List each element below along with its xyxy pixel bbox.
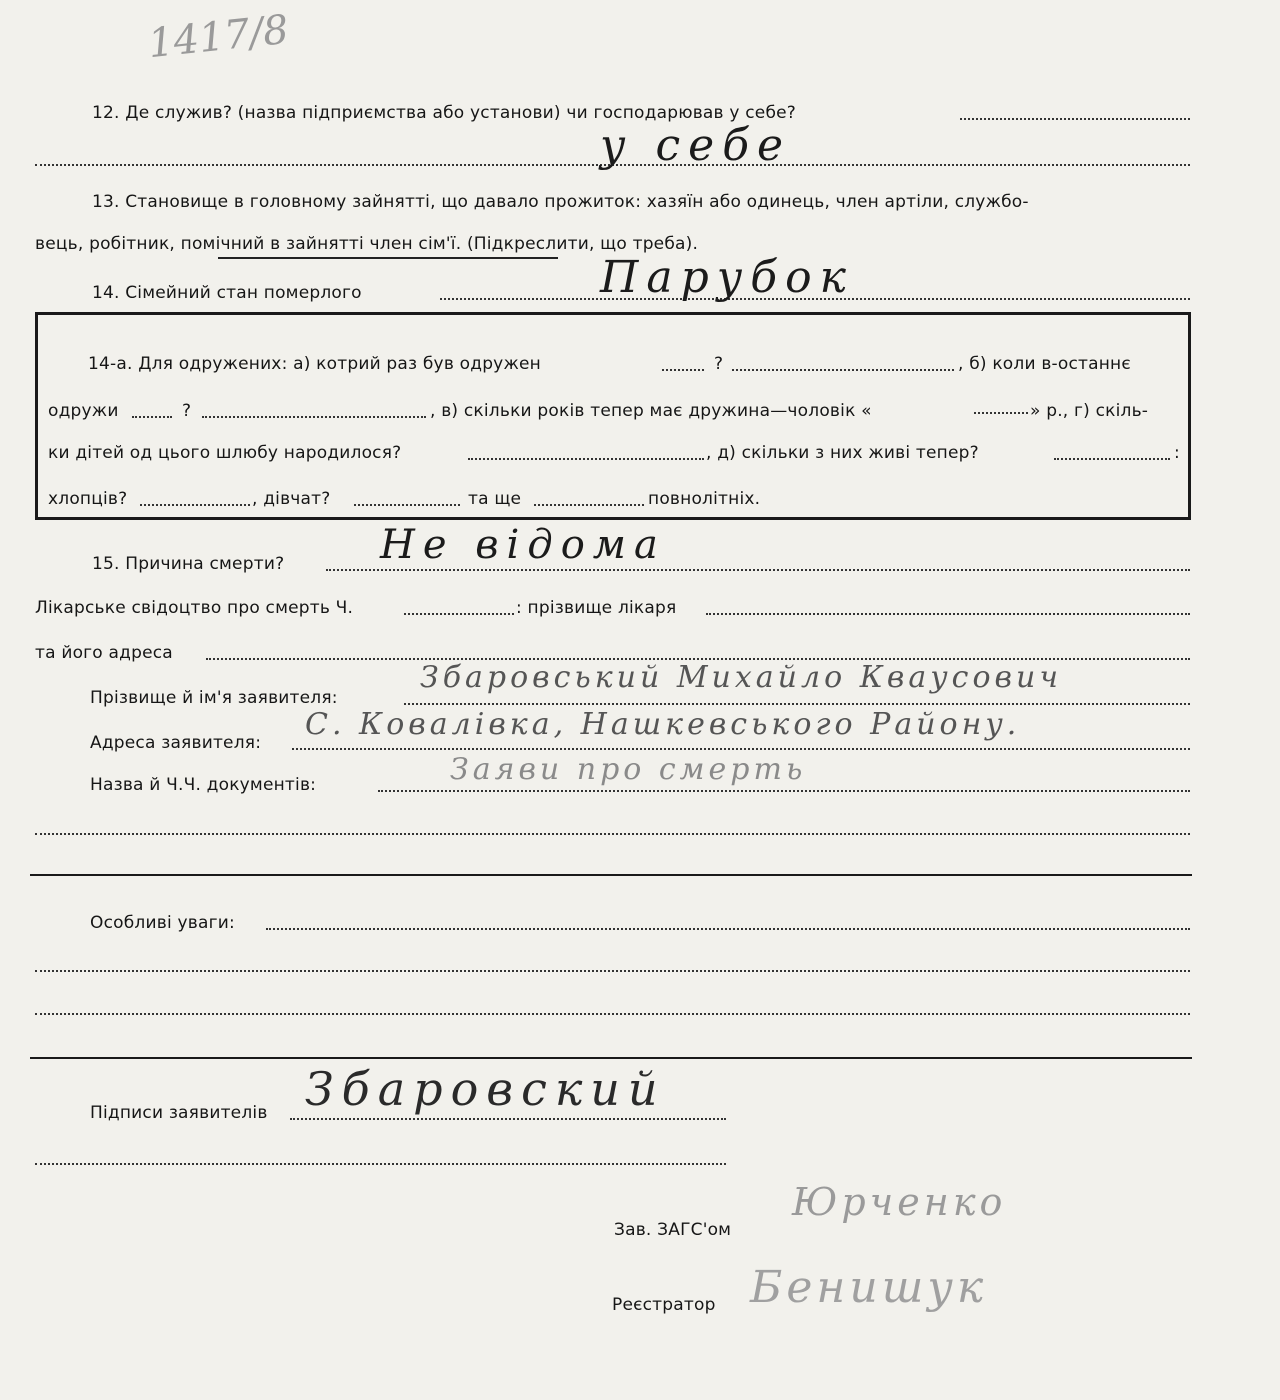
q14a-line1-dots-a (662, 369, 704, 371)
documents-extra-line (35, 833, 1190, 835)
notes-label: Особливі уваги: (90, 913, 235, 933)
applicant-name-label: Прізвище й ім'я заявителя: (90, 688, 338, 708)
q14a-line4-d: повнолітніх. (648, 489, 761, 509)
q14a-line3-dots-a (468, 458, 704, 460)
corner-note: 1417/8 (145, 6, 291, 68)
q14a-line2-dots-c (974, 412, 1028, 414)
q14a-line2-c: » р., г) скіль- (1030, 401, 1149, 421)
q14a-line2-q: ? (182, 401, 192, 421)
q14a-line1-a: 14-а. Для одружених: а) котрий раз був одружен (88, 354, 541, 374)
applicant-name-line (404, 703, 1190, 705)
section-divider-1 (30, 874, 1192, 876)
certificate-number-line (404, 613, 514, 615)
q14a-line3-a: ки дітей од цього шлюбу народилося? (48, 443, 402, 463)
q14-label: 14. Сімейний стан померлого (92, 283, 362, 303)
notes-line-1 (266, 928, 1190, 930)
zags-head-signature: Юрченко (792, 1180, 1007, 1224)
registrar-label: Реєстратор (612, 1295, 716, 1315)
q13-line2 (35, 234, 698, 254)
q13-underlined-option: помічний в зайнятті член сім'ї (180, 234, 456, 254)
q14a-line2-b: , в) скільки років тепер має дружина—чоловік « (430, 401, 872, 421)
q12-fill-line (960, 118, 1190, 120)
q14a-line1-b: , б) коли в-останнє (958, 354, 1131, 374)
q12-label: 12. Де служив? (назва підприємства або установи) чи господарював у себе? (92, 103, 797, 123)
q14a-line4-b: , дівчат? (252, 489, 331, 509)
q14a-line1-q: ? (714, 354, 724, 374)
applicant-signature-label: Підписи заявителів (90, 1103, 268, 1123)
q14a-line4-a: хлопців? (48, 489, 128, 509)
applicant-address-line (292, 748, 1190, 750)
q14-answer: Парубок (600, 252, 854, 303)
certificate-label: Лікарське свідоцтво про смерть Ч. (35, 598, 354, 618)
q15-fill-line (326, 569, 1190, 571)
q14a-line4-dots-c (534, 504, 644, 506)
q14a-line4-dots-b (354, 504, 460, 506)
applicant-signature-line-2 (35, 1163, 726, 1165)
documents-label: Назва й Ч.Ч. документів: (90, 775, 317, 795)
applicant-signature: Збаровский (305, 1062, 666, 1116)
applicant-address-label: Адреса заявителя: (90, 733, 262, 753)
q14a-line2-dots-b (202, 416, 426, 418)
q15-answer: Не відома (380, 522, 666, 568)
q14a-line3-b: , д) скільки з них живі тепер? (706, 443, 979, 463)
doctor-name-line (706, 613, 1190, 615)
documents-value: Заяви про смерть (450, 752, 807, 787)
registrar-signature: Бенишук (750, 1262, 988, 1313)
q13-pen-underline (218, 257, 558, 259)
doctor-address-label: та його адреса (35, 643, 173, 663)
applicant-address-value: С. Ковалівка, Нашкевського Району. (305, 707, 1021, 742)
section-divider-2 (30, 1057, 1192, 1059)
q14a-line1-dots-b (732, 369, 954, 371)
notes-line-2 (35, 970, 1190, 972)
applicant-signature-line (290, 1118, 726, 1120)
q14a-line4-dots-a (140, 504, 250, 506)
q14a-line3-c: : (1174, 443, 1180, 463)
q12-answer: у себе (600, 120, 792, 171)
doctor-name-label: : прізвище лікаря (516, 598, 677, 618)
zags-head-label: Зав. ЗАГС'ом (614, 1220, 732, 1240)
q13-line2-c: . (Підкреслити, що треба). (455, 234, 699, 254)
applicant-name-value: Збаровський Михайло Кваусович (420, 660, 1062, 695)
q14a-line2-dots-a (132, 416, 172, 418)
notes-line-3 (35, 1013, 1190, 1015)
q15-label: 15. Причина смерти? (92, 554, 285, 574)
q13-line1: 13. Становище в головному зайнятті, що давало прожиток: хазяїн або одинець, член артіли, службо- (92, 192, 1029, 212)
q14a-line3-dots-b (1054, 458, 1170, 460)
q14a-line2-a: одружи (48, 401, 119, 421)
q13-line2-a: вець, робітник, (35, 234, 181, 254)
documents-line (378, 790, 1190, 792)
q14a-line4-c: та ще (468, 489, 522, 509)
